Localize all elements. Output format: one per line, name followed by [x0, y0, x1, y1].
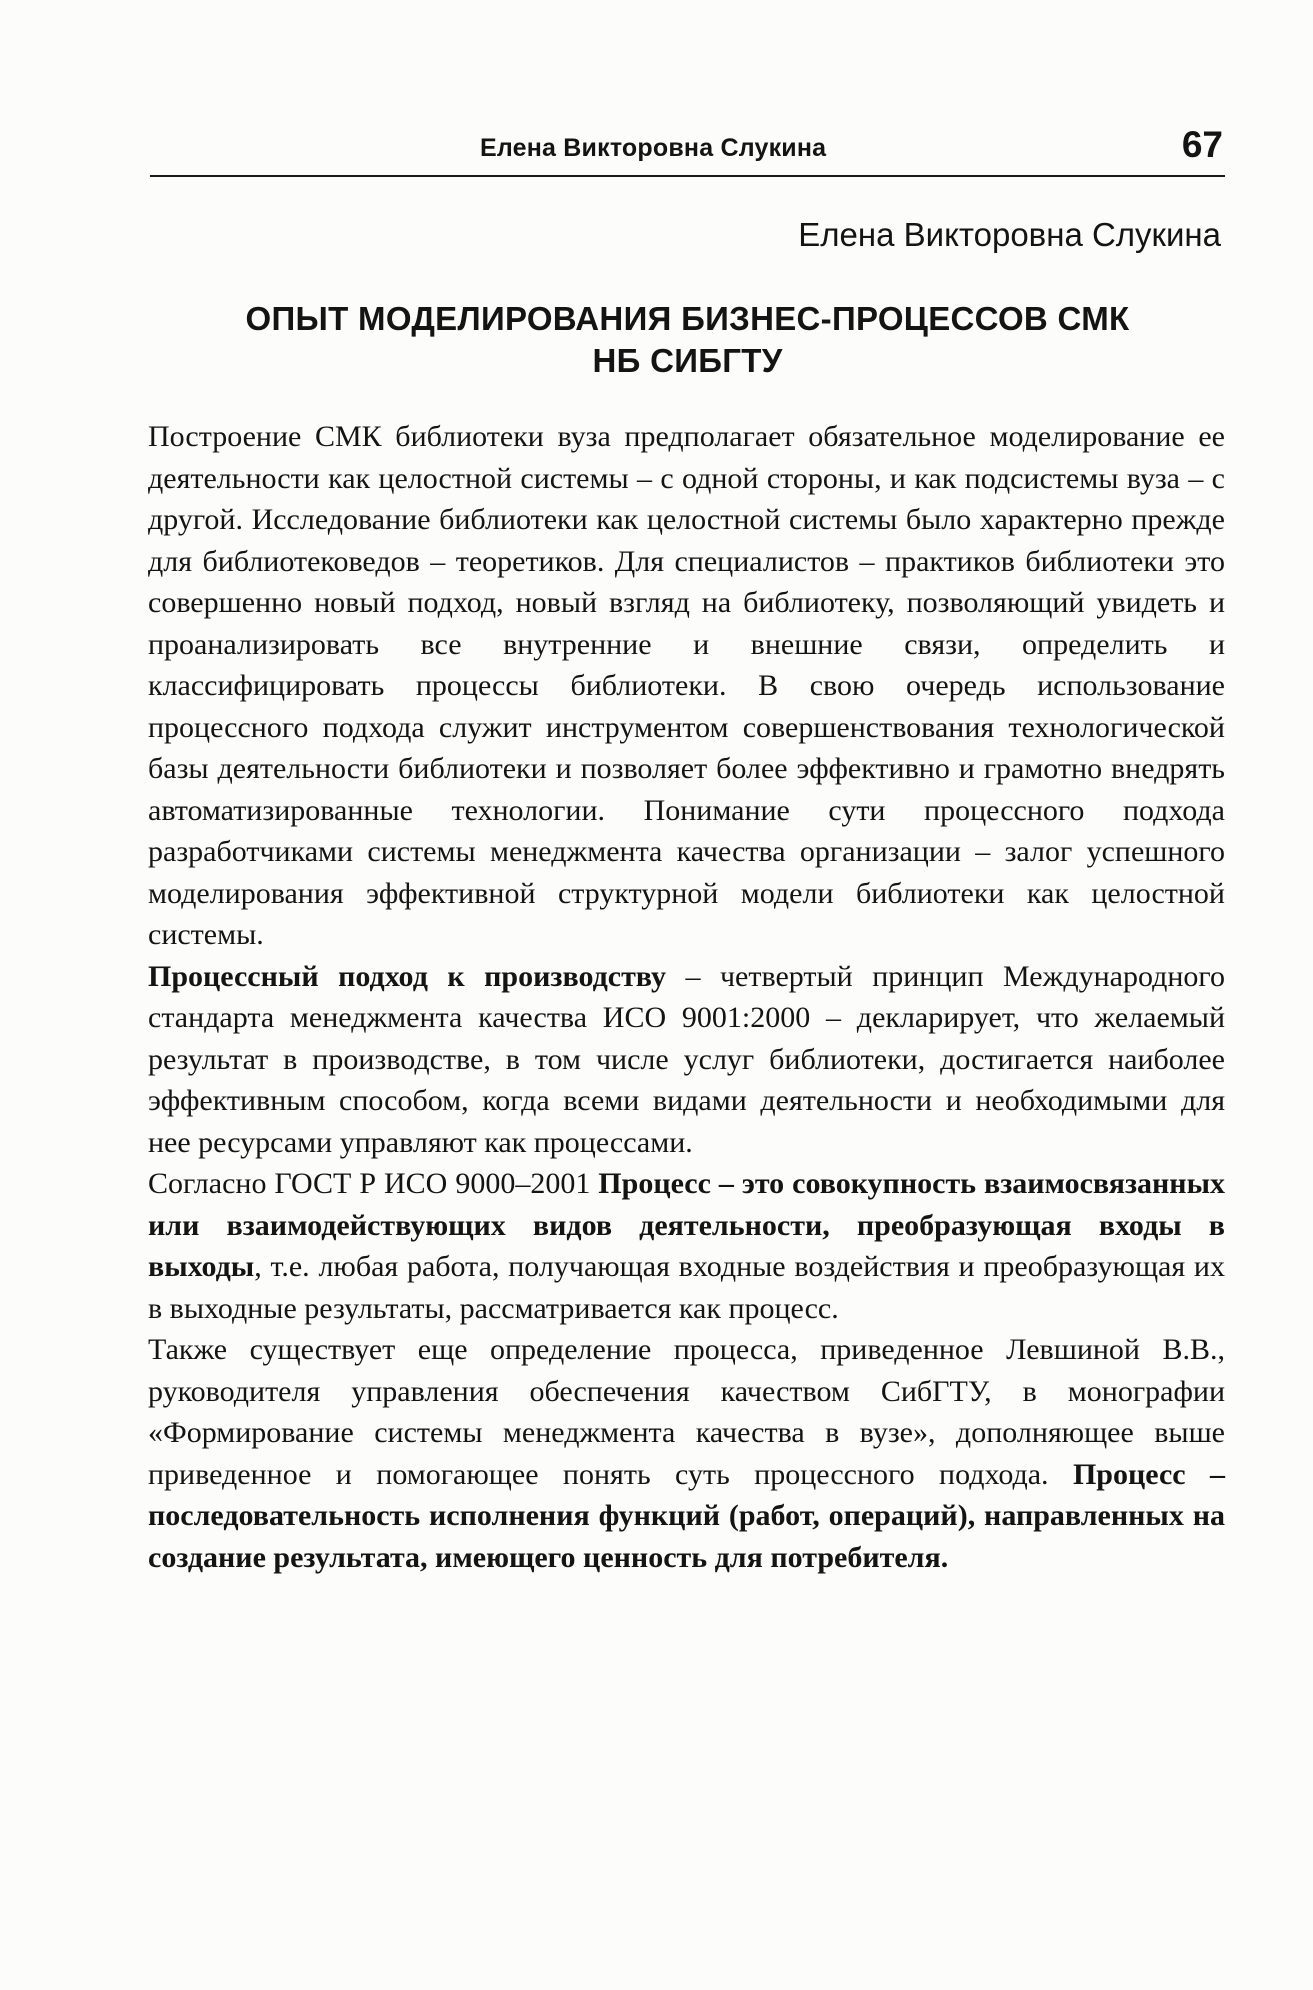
article-title-line-1: ОПЫТ МОДЕЛИРОВАНИЯ БИЗНЕС-ПРОЦЕССОВ СМК — [245, 300, 1130, 337]
paragraph-4-lead: Также существует еще определение процесса, приведенное Левшиной В.В., руководителя управления обеспечения качеством СибГТУ, в монографии «Формирование системы менеджмента качества в вузе», дополняющее выше приведенное и помогающее понять суть процессного подхода. — [148, 1333, 1225, 1491]
paragraph-3 — [148, 1163, 1225, 1329]
paragraph-4-bold: Процесс – последовательность исполнения функций (работ, операций), направленных на создание результата, имеющего ценность для потребителя. — [148, 1457, 1226, 1574]
article-title-line-2: НБ СИБГТУ — [592, 342, 783, 379]
article-body — [148, 416, 1225, 1578]
running-head-title: Елена Викторовна Слукина — [480, 134, 827, 162]
paragraph-3-bold: Процесс – это совокупность взаимосвязанных или взаимодействующих видов деятельности, преобразующая входы в выходы — [148, 1167, 1225, 1283]
paragraph-2 — [148, 956, 1225, 1164]
header-rule — [150, 175, 1225, 177]
running-head — [150, 124, 1225, 176]
author-name: Елена Викторовна Слукина — [798, 216, 1221, 253]
paragraph-3-text: , т.е. любая работа, получающая входные воздействия и преобразующая их в выходные результаты, рассматривается как процесс. — [148, 1250, 1225, 1325]
paragraph-1: Построение СМК библиотеки вуза предполагает обязательное моделирование ее деятельности как целостной системы – с одной стороны, и как подсистемы вуза – с другой. Исследование библиотеки как целостной системы было характерно прежде для библиотековедов – теоретиков. Для специалистов – практиков библиотеки это совершенно новый подход, новый взгляд на библиотеку, позволяющий увидеть и проанализировать все внутренние и внешние связи, определить и классифицировать процессы библиотеки. В свою очередь использование процессного подхода служит инструментом совершенствования технологической базы деятельности библиотеки и позволяет более эффективно и грамотно внедрять автоматизированные технологии. Понимание сути процессного подхода разработчиками системы менеджмента качества организации – залог успешного моделирования эффективной структурной модели библиотеки как целостной системы. — [148, 420, 1225, 951]
paragraph-4 — [148, 1329, 1225, 1578]
article-title — [140, 298, 1235, 382]
paragraph-2-text: – четвертый принцип Международного стандарта менеджмента качества ИСО 9001:2000 – декларирует, что желаемый результат в производстве, в том числе услуг библиотеки, достигается наиболее эффективным способом, когда всеми видами деятельности и необходимыми для нее ресурсами управляют как процессами. — [148, 959, 1225, 1159]
paragraph-2-bold: Процессный подход к производству — [148, 959, 666, 993]
page-number: 67 — [1181, 124, 1223, 165]
paragraph-3-lead: Согласно ГОСТ Р ИСО 9000–2001 — [148, 1167, 599, 1200]
